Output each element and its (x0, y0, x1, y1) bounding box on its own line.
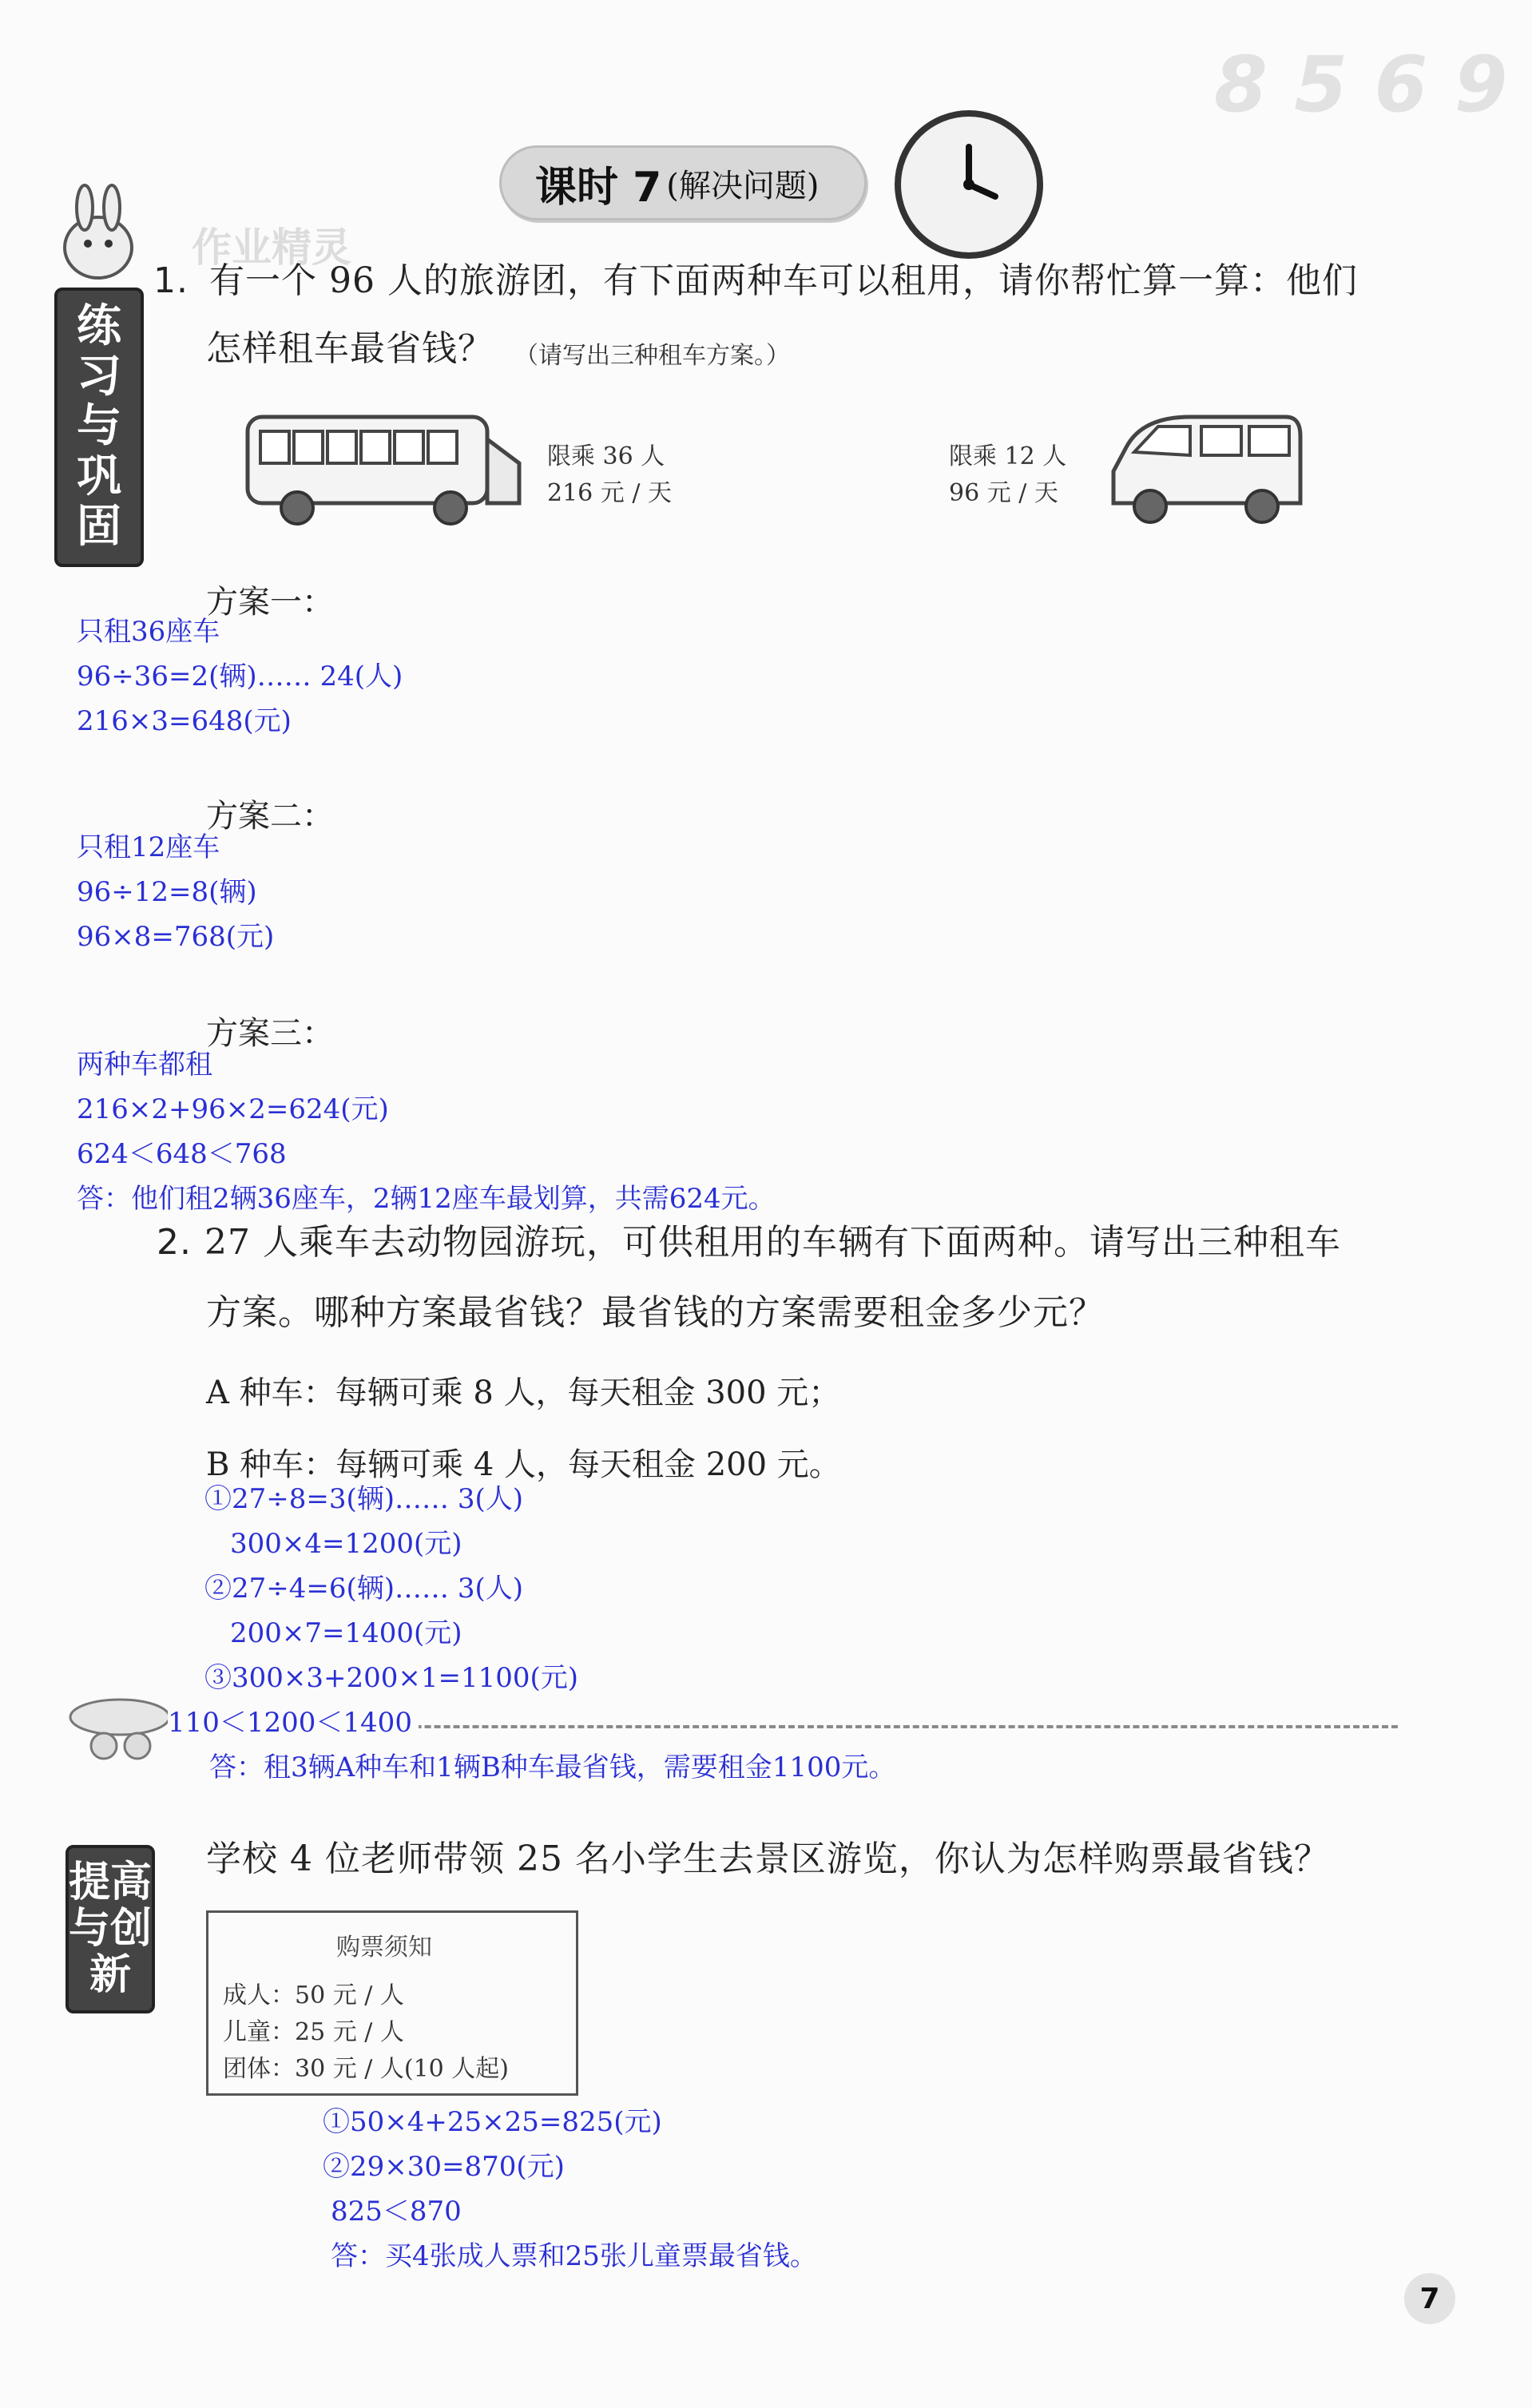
lesson-title-banner (499, 145, 867, 220)
plan-1-line-1: 只租36座车 (77, 616, 220, 648)
plan-3-label: 方案三： (206, 1015, 334, 1052)
page-number: 7 (1404, 2273, 1455, 2324)
watermark-text: 作业精灵 (192, 224, 351, 271)
bus-icon (241, 407, 529, 538)
plan-3-line-3: 624＜648＜768 (77, 1138, 287, 1170)
notice-row-child: 儿童：25 元 / 人 (223, 2018, 404, 2046)
plan-1-line-3: 216×3=648(元) (77, 705, 292, 737)
plan-2-line-2: 96÷12=8(辆) (77, 876, 257, 908)
rabbit-mascot-icon (46, 184, 150, 291)
q2-number: 2. (157, 1222, 192, 1263)
lesson-number: 课时 7 (535, 163, 662, 212)
lesson-topic: (解决问题) (666, 167, 820, 204)
q1-note: （请写出三种租车方案。） (514, 342, 790, 370)
plan-3-line-2: 216×2+96×2=624(元) (77, 1093, 389, 1125)
improve-banner: 提高与创新 (65, 1845, 155, 2013)
ticket-notice-box (206, 1910, 578, 2096)
plan-1-label: 方案一： (206, 584, 334, 621)
q2-line1: 27 人乘车去动物园游玩，可供租用的车辆有下面两种。请写出三种租车 (204, 1222, 1341, 1263)
divider-leaf-icon (64, 1693, 176, 1768)
van-capacity: 限乘 12 人 (949, 442, 1067, 470)
q2-work-6: 110＜1200＜1400 (168, 1709, 419, 1736)
q3-answer: 答：买4张成人票和25张儿童票最省钱。 (331, 2240, 817, 2272)
practice-banner: 练习与巩固 (54, 288, 144, 567)
plan-2-line-1: 只租12座车 (77, 831, 220, 863)
q2-line4: B 种车：每辆可乘 4 人，每天租金 200 元。 (206, 1446, 841, 1483)
notice-row-adult: 成人：50 元 / 人 (223, 1982, 404, 2009)
bus-capacity: 限乘 36 人 (547, 442, 665, 470)
q1-line2: 怎样租车最省钱？ (206, 328, 494, 369)
notice-title: 购票须知 (336, 1934, 432, 1962)
q1-number: 1. (153, 260, 189, 301)
q2-work-1: ①27÷8=3(辆)…… 3(人) (204, 1483, 524, 1515)
plan-3-line-1: 两种车都租 (77, 1049, 212, 1081)
bus-price: 216 元 / 天 (547, 479, 672, 507)
q2-answer: 答：租3辆A种车和1辆B种车最省钱，需要租金1100元。 (209, 1751, 896, 1783)
q2-work-5: ③300×3+200×1=1100(元) (204, 1662, 579, 1694)
q1-line1: 有一个 96 人的旅游团，有下面两种车可以租用，请你帮忙算一算：他们 (209, 260, 1358, 301)
q3-text: 学校 4 位老师带领 25 名小学生去景区游览，你认为怎样购票最省钱？ (206, 1839, 1330, 1879)
q3-work-2: ②29×30=870(元) (323, 2151, 565, 2183)
q2-line2: 方案。哪种方案最省钱？最省钱的方案需要租金多少元？ (206, 1292, 1105, 1333)
q3-work-1: ①50×4+25×25=825(元) (323, 2106, 662, 2138)
clock-icon (895, 110, 1043, 259)
van-price: 96 元 / 天 (949, 479, 1058, 507)
plan-2-label: 方案二： (206, 798, 334, 835)
q2-work-2: 300×4=1200(元) (230, 1528, 462, 1560)
q2-work-4: 200×7=1400(元) (230, 1617, 462, 1649)
q3-work-3: 825＜870 (331, 2196, 462, 2227)
q2-work-3: ②27÷4=6(辆)…… 3(人) (204, 1573, 524, 1605)
plan-1-line-2: 96÷36=2(辆)…… 24(人) (77, 661, 403, 692)
corner-digits: 8 5 6 9 (1214, 40, 1508, 129)
q1-answer: 答：他们租2辆36座车，2辆12座车最划算，共需624元。 (77, 1183, 776, 1215)
q2-line3: A 种车：每辆可乘 8 人，每天租金 300 元； (206, 1375, 841, 1411)
van-icon (1102, 407, 1310, 538)
notice-row-group: 团体：30 元 / 人(10 人起) (223, 2055, 510, 2083)
plan-2-line-3: 96×8=768(元) (77, 921, 275, 953)
